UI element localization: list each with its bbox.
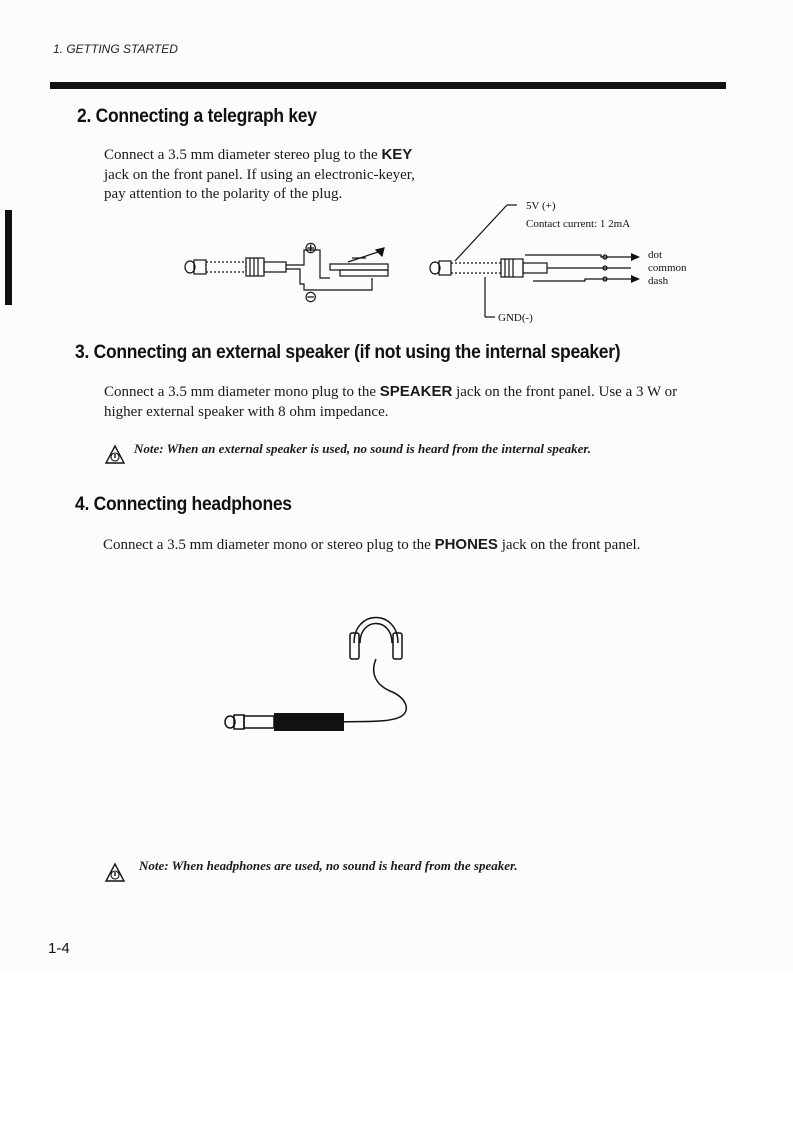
- caution-icon: [104, 862, 126, 884]
- label-5v-positive: 5V (+): [526, 200, 556, 212]
- label-contact-current: Contact current: 1 2mA: [526, 218, 631, 230]
- telegraph-text-after: jack on the front panel. If using an electronic-keyer, pay attention to the polarity of the plug.: [104, 166, 415, 202]
- speaker-text-after: jack on the front panel. Use a 3 W or higher external speaker with 8 ohm impedance.: [104, 384, 678, 420]
- speaker-jack-keyword: SPEAKER: [379, 383, 453, 400]
- section-heading-external-speaker: 3. Connecting an external speaker (if not using the internal speaker): [75, 342, 621, 363]
- label-gnd-negative: GND(-): [498, 312, 533, 324]
- chapter-tab-marker: [5, 210, 12, 305]
- phones-jack-keyword: PHONES: [434, 536, 498, 553]
- headphones-text-after: jack on the front panel.: [497, 537, 641, 553]
- section-heading-telegraph-key: 2. Connecting a telegraph key: [77, 106, 317, 127]
- telegraph-text-before: Connect a 3.5 mm diameter stereo plug to the: [104, 147, 382, 163]
- headphones-illustration: [220, 605, 420, 735]
- keyer-plug-polarity-diagram: [425, 195, 655, 325]
- telegraph-key-wiring-diagram: [180, 238, 410, 308]
- speaker-note: Note: When an external speaker is used, no sound is heard from the internal speaker.: [134, 441, 591, 456]
- external-speaker-paragraph: [104, 382, 704, 422]
- key-jack-keyword: KEY: [381, 146, 413, 163]
- headphones-note: Note: When headphones are used, no sound is heard from the speaker.: [139, 858, 518, 873]
- telegraph-key-paragraph: [104, 145, 422, 205]
- label-dash: dash: [648, 275, 669, 287]
- speaker-text-before: Connect a 3.5 mm diameter mono plug to the: [104, 384, 380, 400]
- top-rule: [50, 82, 726, 89]
- plus-symbol: ⊕: [304, 240, 318, 257]
- minus-symbol: ⊖: [304, 289, 318, 306]
- section-heading-headphones: 4. Connecting headphones: [75, 494, 292, 515]
- label-dot: dot: [648, 249, 663, 261]
- caution-icon: [104, 444, 126, 466]
- headphones-text-before: Connect a 3.5 mm diameter mono or stereo plug to the: [103, 537, 435, 553]
- page-number: 1-4: [48, 940, 70, 957]
- running-header: 1. GETTING STARTED: [53, 42, 178, 56]
- headphones-paragraph: [103, 535, 673, 556]
- label-common: common: [648, 262, 687, 274]
